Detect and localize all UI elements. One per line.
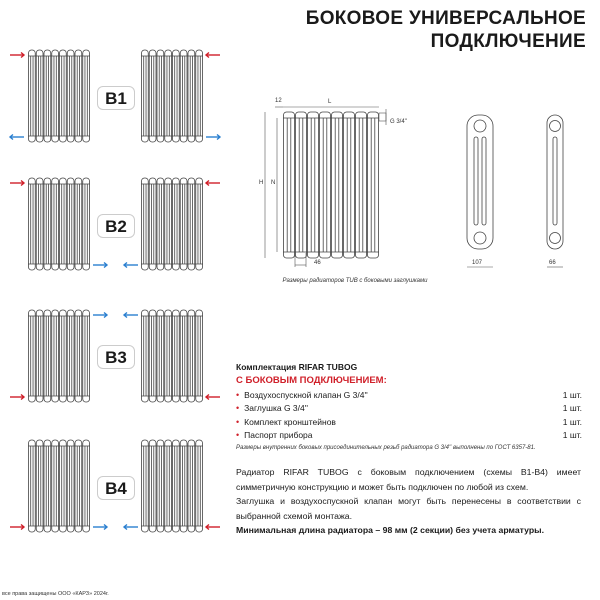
- description-p3: Минимальная длина радиатора – 98 мм (2 секции) без учета арматуры.: [236, 525, 545, 535]
- dim-L: L: [328, 99, 332, 105]
- radiator-section: [60, 50, 67, 142]
- radiator-section: [75, 440, 82, 532]
- radiator-section: [36, 310, 43, 402]
- radiator-icon: [141, 178, 203, 270]
- radiator-section: [83, 178, 90, 270]
- radiator-section: [52, 178, 59, 270]
- radiator-section: [75, 178, 82, 270]
- radiator-icon: [283, 112, 379, 258]
- radiator-section: [196, 50, 203, 142]
- kit-section: [236, 362, 582, 451]
- radiator-section: [44, 440, 51, 532]
- description-p2: Заглушка и воздухоспускной клапан могут быть перенесены в соответствии с выбранной схемой монтажа.: [236, 496, 581, 521]
- arrow-right-icon: [206, 135, 220, 140]
- radiator-section: [196, 440, 203, 532]
- kit-item-qty: 1 шт.: [562, 416, 582, 427]
- arrow-right-icon: [93, 525, 107, 530]
- kit-item: • Паспорт прибора 1 шт.: [236, 430, 582, 441]
- drawing-caption: Размеры радиаторов TUB с боковыми заглушками: [282, 278, 428, 284]
- radiator-section: [44, 310, 51, 402]
- kit-item-name: Комплект кронштейнов: [244, 416, 336, 427]
- radiator-section: [36, 178, 43, 270]
- radiator-section: [44, 178, 51, 270]
- kit-title: Комплектация RIFAR TUBOG: [236, 362, 358, 372]
- radiator-section: [173, 50, 180, 142]
- radiator-section: [83, 310, 90, 402]
- radiator-section: [44, 50, 51, 142]
- radiator-section: [157, 50, 164, 142]
- radiator-section: [149, 310, 156, 402]
- radiator-section: [142, 50, 149, 142]
- radiator-section: [320, 112, 331, 258]
- radiator-section: [157, 440, 164, 532]
- radiator-section: [60, 310, 67, 402]
- radiator-section: [36, 440, 43, 532]
- radiator-section: [180, 50, 187, 142]
- arrow-right-icon: [93, 263, 107, 268]
- title-line-2: ПОДКЛЮЧЕНИЕ: [430, 31, 586, 52]
- tube-slot: [482, 137, 486, 225]
- radiator-section: [188, 310, 195, 402]
- scheme-label-b3: B3: [97, 345, 135, 369]
- page-title: [306, 7, 586, 53]
- radiator-icon: [28, 440, 90, 532]
- kit-item-name: Паспорт прибора: [244, 430, 313, 441]
- kit-item: • Заглушка G 3/4'' 1 шт.: [236, 403, 582, 414]
- radiator-section: [29, 440, 36, 532]
- radiator-section: [284, 112, 295, 258]
- radiator-section: [60, 178, 67, 270]
- arrow-left-icon: [124, 263, 138, 268]
- kit-list: [236, 388, 582, 442]
- tube-slot: [474, 137, 478, 225]
- radiator-section: [180, 310, 187, 402]
- radiator-section: [173, 178, 180, 270]
- radiator-section: [83, 440, 90, 532]
- arrow-right-icon: [93, 313, 107, 318]
- scheme-label-b2: B2: [97, 214, 135, 238]
- side-view-107: [467, 115, 493, 249]
- radiator-section: [165, 310, 172, 402]
- radiator-section: [60, 440, 67, 532]
- radiator-section: [83, 50, 90, 142]
- radiator-section: [52, 50, 59, 142]
- dim-12: 12: [275, 98, 282, 104]
- title-line-1: БОКОВОЕ УНИВЕРСАЛЬНОЕ: [305, 8, 586, 29]
- connection-circle: [474, 232, 486, 244]
- copyright: все права защищены ООО «КАРЗ» 2024г.: [2, 591, 109, 597]
- radiator-icon: [141, 50, 203, 142]
- radiator-section: [344, 112, 355, 258]
- arrow-right-icon: [10, 525, 24, 530]
- radiator-section: [368, 112, 379, 258]
- radiator-section: [165, 50, 172, 142]
- radiator-section: [142, 440, 149, 532]
- radiator-section: [36, 50, 43, 142]
- scheme-label-b4: B4: [97, 476, 135, 500]
- kit-item-name: Воздухоспускной клапан G 3/4'': [244, 389, 368, 400]
- radiator-section: [157, 310, 164, 402]
- radiator-section: [29, 50, 36, 142]
- radiator-section: [188, 178, 195, 270]
- dim-107: 107: [472, 260, 483, 266]
- dimension-drawing: [255, 95, 600, 280]
- arrow-right-icon: [10, 53, 24, 58]
- arrow-left-icon: [206, 395, 220, 400]
- arrow-left-icon: [10, 135, 24, 140]
- radiator-section: [308, 112, 319, 258]
- radiator-section: [188, 50, 195, 142]
- radiator-section: [75, 310, 82, 402]
- radiator-section: [75, 50, 82, 142]
- radiator-icon: [141, 310, 203, 402]
- radiator-section: [52, 440, 59, 532]
- arrow-right-icon: [10, 395, 24, 400]
- dim-thread: G 3/4'': [390, 119, 407, 125]
- radiator-section: [67, 178, 74, 270]
- radiator-section: [196, 310, 203, 402]
- radiator-section: [157, 178, 164, 270]
- kit-item-name: Заглушка G 3/4'': [244, 403, 308, 414]
- dim-N: N: [271, 180, 276, 186]
- scheme-label-b1: B1: [97, 86, 135, 110]
- radiator-section: [165, 440, 172, 532]
- arrow-left-icon: [124, 525, 138, 530]
- arrow-left-icon: [206, 53, 220, 58]
- radiator-icon: [28, 50, 90, 142]
- thread-fitting: [379, 113, 386, 121]
- radiator-section: [356, 112, 367, 258]
- connection-circle: [550, 233, 561, 244]
- arrow-left-icon: [124, 313, 138, 318]
- side-views: [467, 115, 563, 249]
- radiator-section: [196, 178, 203, 270]
- radiator-section: [188, 440, 195, 532]
- radiator-section: [142, 178, 149, 270]
- kit-item-qty: 1 шт.: [562, 403, 582, 414]
- radiator-section: [165, 178, 172, 270]
- description: [236, 465, 581, 538]
- radiator-section: [149, 440, 156, 532]
- radiator-icon: [28, 178, 90, 270]
- dim-H: H: [259, 180, 264, 186]
- radiator-section: [173, 440, 180, 532]
- radiator-section: [149, 178, 156, 270]
- radiator-section: [332, 112, 343, 258]
- radiator-section: [52, 310, 59, 402]
- kit-item: • Воздухоспускной клапан G 3/4'' 1 шт.: [236, 389, 582, 400]
- radiator-section: [29, 310, 36, 402]
- kit-item-qty: 1 шт.: [562, 389, 582, 400]
- radiator-icon: [28, 310, 90, 402]
- radiator-section: [296, 112, 307, 258]
- thread-note: Размеры внутренних боковых присоединительных резьб радиатора G 3/4'' выполнены по ГОСТ 6357-81.: [236, 445, 536, 451]
- radiator-icon: [141, 440, 203, 532]
- dim-66: 66: [549, 260, 556, 266]
- radiator-section: [180, 440, 187, 532]
- tube-slot: [553, 137, 557, 225]
- radiator-section: [67, 310, 74, 402]
- connection-circle: [474, 120, 486, 132]
- radiator-section: [180, 178, 187, 270]
- arrow-left-icon: [206, 525, 220, 530]
- arrow-left-icon: [206, 181, 220, 186]
- description-p1: Радиатор RIFAR TUBOG с боковым подключением (схемы B1-B4) имеет симметричную конструкцию и может быть подключен по любой из схем.: [236, 467, 581, 492]
- radiator-section: [142, 310, 149, 402]
- kit-item: • Комплект кронштейнов 1 шт.: [236, 416, 582, 427]
- radiator-section: [29, 178, 36, 270]
- connection-circle: [550, 121, 561, 132]
- kit-subtitle: С БОКОВЫМ ПОДКЛЮЧЕНИЕМ:: [236, 375, 387, 386]
- radiator-section: [67, 440, 74, 532]
- arrow-right-icon: [10, 181, 24, 186]
- dim-46: 46: [314, 260, 321, 266]
- radiator-section: [173, 310, 180, 402]
- radiator-section: [149, 50, 156, 142]
- radiator-section: [67, 50, 74, 142]
- kit-item-qty: 1 шт.: [562, 430, 582, 441]
